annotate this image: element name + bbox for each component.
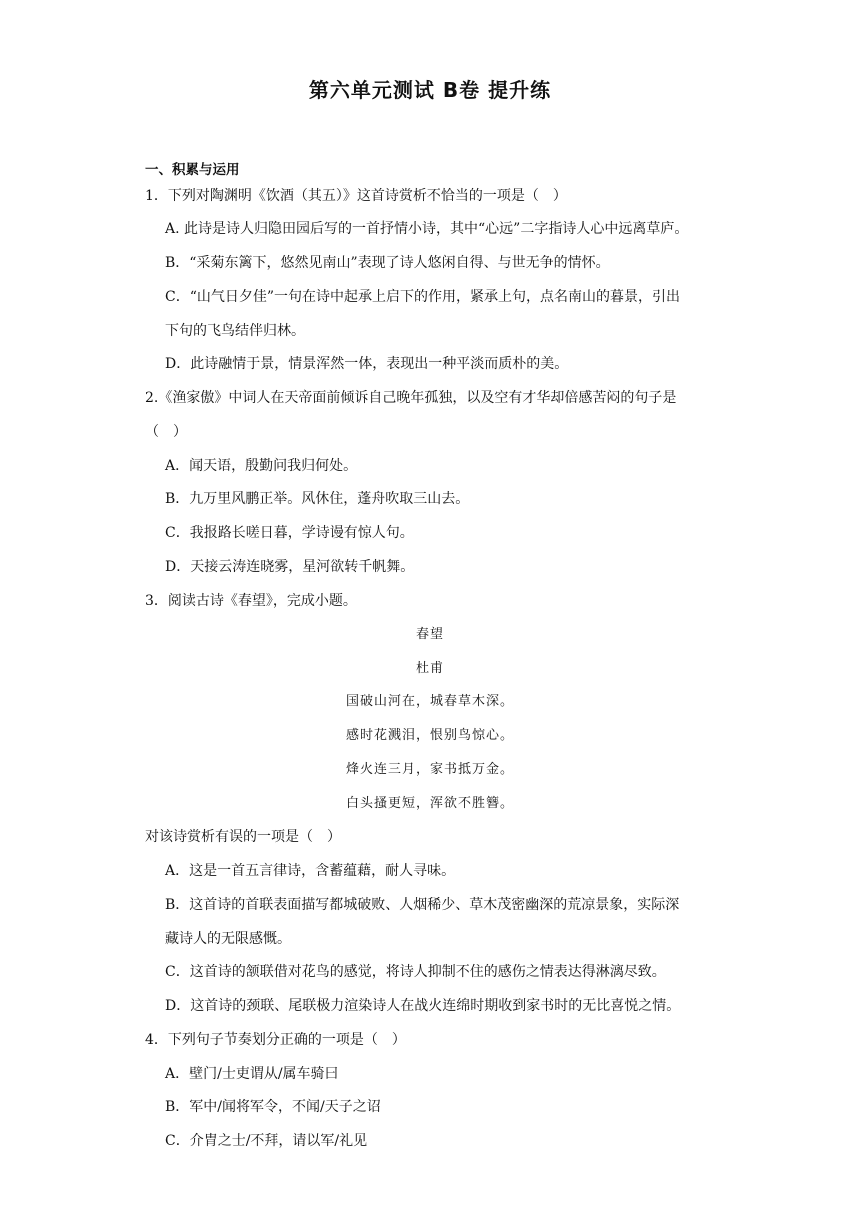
poem-line: 国破山河在，城春草木深。	[345, 694, 514, 709]
section-heading: 一、积累与运用	[145, 162, 240, 178]
question-4-option-b: B．军中/闻将军令，不闻/天子之诏	[165, 1099, 381, 1115]
question-4-option-a: A．壁门/士吏谓从/属车骑曰	[165, 1066, 339, 1082]
question-2-stem: 2.《渔家傲》中词人在天帝面前倾诉自己晚年孤独，以及空有才华却倍感苦闷的句子是	[145, 390, 677, 406]
poem-line: 烽火连三月，家书抵万金。	[345, 762, 514, 777]
question-3-option-c: C．这首诗的颔联借对花鸟的感觉，将诗人抑制不住的感伤之情表达得淋漓尽致。	[165, 964, 666, 980]
question-3-sub-stem: 对该诗赏析有误的一项是（ ）	[145, 829, 341, 845]
question-1-option-b: B．“采菊东篱下，悠然见南山”表现了诗人悠闲自得、与世无争的情怀。	[165, 255, 610, 271]
question-1-option-a: A. 此诗是诗人归隐田园后写的一首抒情小诗，其中“心远”二字指诗人心中远离草庐。	[165, 221, 689, 237]
poem-title: 春望	[415, 627, 444, 642]
question-2-option-c: C．我报路长嗟日暮，学诗谩有惊人句。	[165, 525, 414, 541]
question-4-stem: 4．下列句子节奏划分正确的一项是（ ）	[145, 1032, 406, 1048]
question-3-option-b: B．这首诗的首联表面描写都城破败、人烟稀少、草木茂密幽深的荒凉景象，实际深	[165, 897, 680, 913]
question-1-option-c-continued: 下句的飞鸟结伴归林。	[165, 323, 305, 339]
question-2-option-b: B．九万里风鹏正举。风休住，蓬舟吹取三山去。	[165, 491, 470, 507]
poem-line: 感时花溅泪，恨别鸟惊心。	[345, 728, 514, 743]
document-title: 第六单元测试 B卷 提升练	[308, 78, 552, 102]
question-2-option-d: D．天接云涛连晓雾，星河欲转千帆舞。	[165, 559, 415, 575]
question-1-option-d: D．此诗融情于景，情景浑然一体，表现出一种平淡而质朴的美。	[165, 356, 569, 372]
question-1-stem: 1．下列对陶渊明《饮酒（其五）》这首诗赏析不恰当的一项是（ ）	[145, 188, 567, 204]
question-3-stem: 3．阅读古诗《春望》，完成小题。	[145, 593, 357, 609]
question-3-option-d: D．这首诗的颈联、尾联极力渲染诗人在战火连绵时期收到家书时的无比喜悦之情。	[165, 998, 681, 1014]
question-3-option-a: A．这是一首五言律诗，含蓄蕴藉，耐人寻味。	[165, 863, 456, 879]
question-1-option-c: C．“山气日夕佳”一句在诗中起承上启下的作用，紧承上句，点名南山的暮景，引出	[165, 289, 681, 305]
question-2-stem-continued: （ ）	[145, 424, 187, 440]
question-4-option-c: C．介胄之士/不拜，请以军/礼见	[165, 1133, 368, 1149]
poem-author: 杜甫	[415, 661, 444, 676]
question-2-option-a: A．闻天语，殷勤问我归何处。	[165, 458, 358, 474]
question-3-option-b-continued: 藏诗人的无限感慨。	[165, 931, 291, 947]
poem-line: 白头搔更短，浑欲不胜簪。	[345, 796, 514, 811]
